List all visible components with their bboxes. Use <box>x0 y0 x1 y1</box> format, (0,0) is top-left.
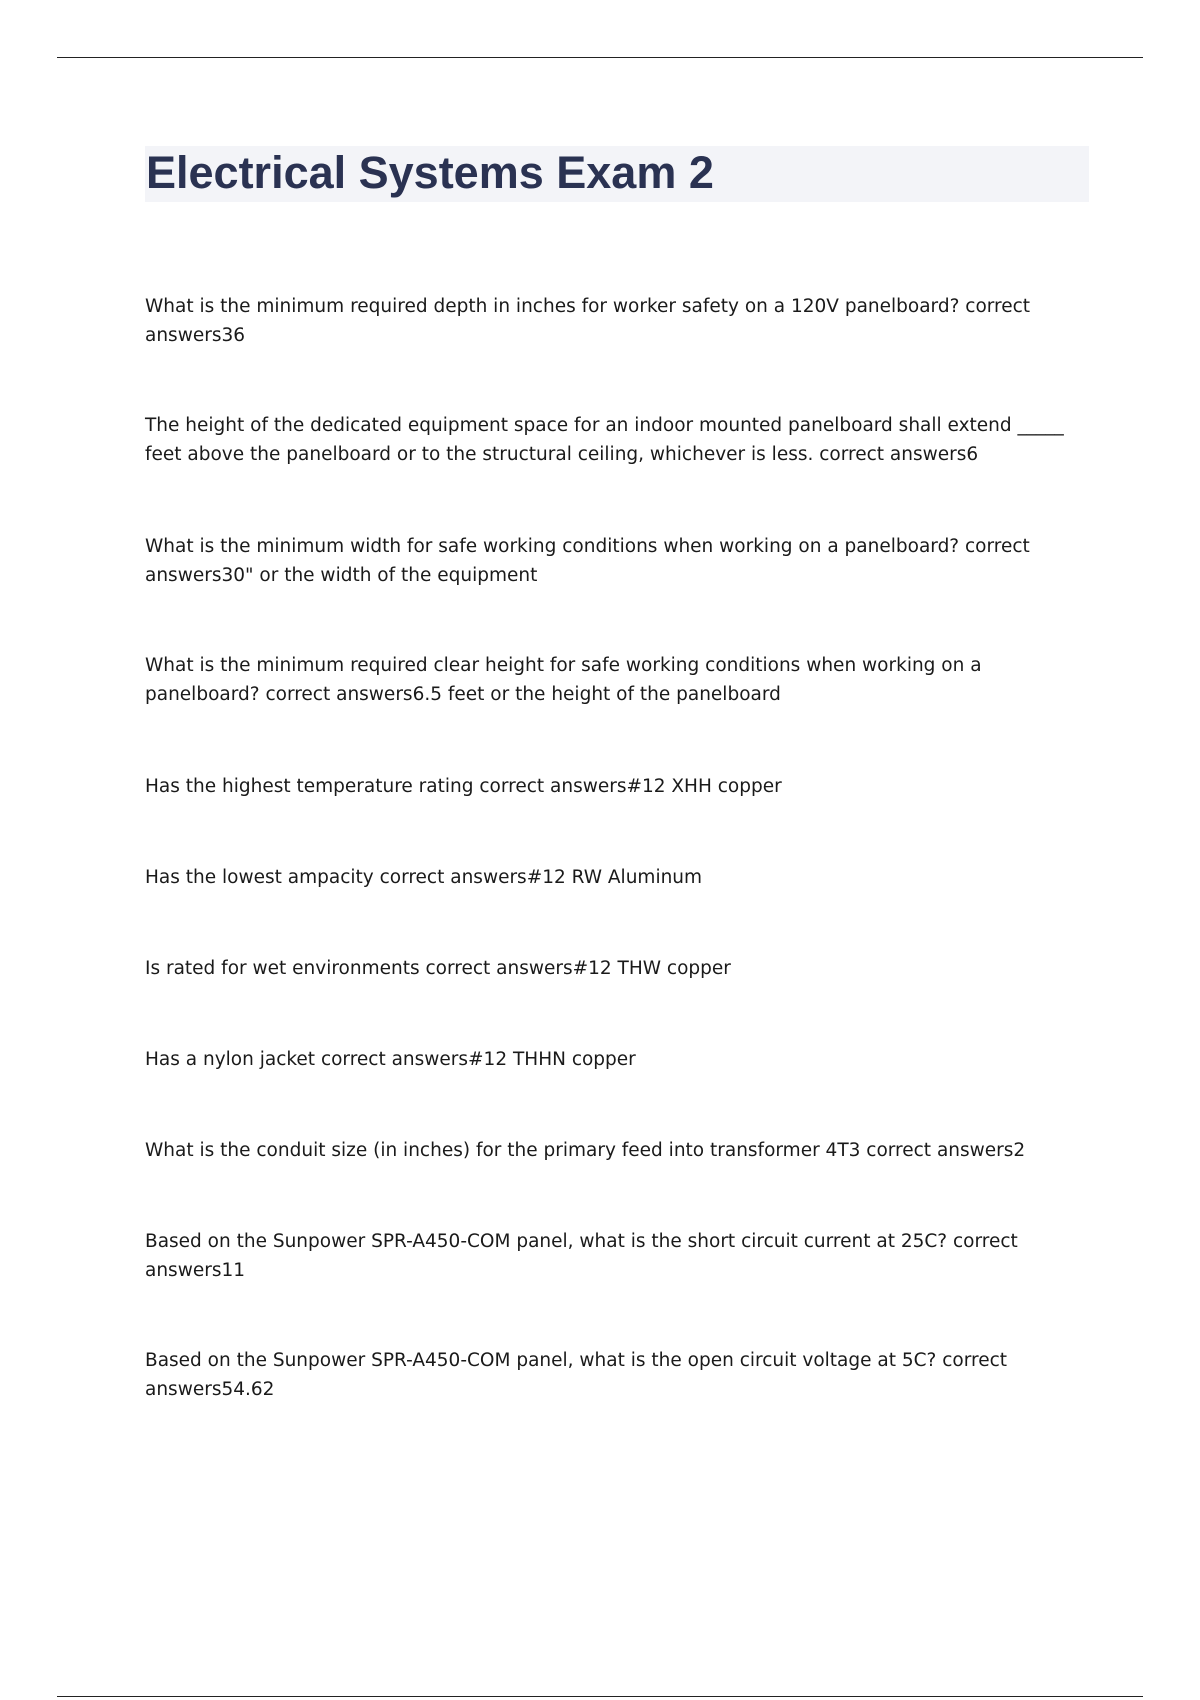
qa-item-4: What is the minimum required clear height for safe working conditions when working on a panelboard? correct answers6.5 feet or the height of the panelboard <box>145 655 982 705</box>
qa-item-7: Is rated for wet environments correct answers#12 THW copper <box>145 958 731 979</box>
document-title: Electrical Systems Exam 2 <box>146 147 714 198</box>
qa-item-1: What is the minimum required depth in inches for worker safety on a 120V panelboard? correct answers36 <box>145 296 1031 346</box>
qa-item-8: Has a nylon jacket correct answers#12 THHN copper <box>145 1049 636 1070</box>
qa-item-10: Based on the Sunpower SPR-A450-COM panel, what is the short circuit current at 25C? correct answers11 <box>145 1231 1018 1281</box>
qa-item-5: Has the highest temperature rating correct answers#12 XHH copper <box>145 776 782 797</box>
qa-item-3: What is the minimum width for safe working conditions when working on a panelboard? correct answers30" or the width of the equipment <box>145 536 1030 586</box>
qa-item-6: Has the lowest ampacity correct answers#12 RW Aluminum <box>145 867 703 888</box>
footer-rule <box>57 1696 1143 1697</box>
qa-item-11: Based on the Sunpower SPR-A450-COM panel, what is the open circuit voltage at 5C? correct answers54.62 <box>145 1350 1008 1400</box>
qa-item-2: The height of the dedicated equipment space for an indoor mounted panelboard shall extend _____ feet above the panelboard or to the structural ceiling, whichever is less. correct answers6 <box>145 415 1064 465</box>
header-rule <box>57 57 1143 58</box>
qa-item-9: What is the conduit size (in inches) for the primary feed into transformer 4T3 correct answers2 <box>145 1140 1026 1161</box>
